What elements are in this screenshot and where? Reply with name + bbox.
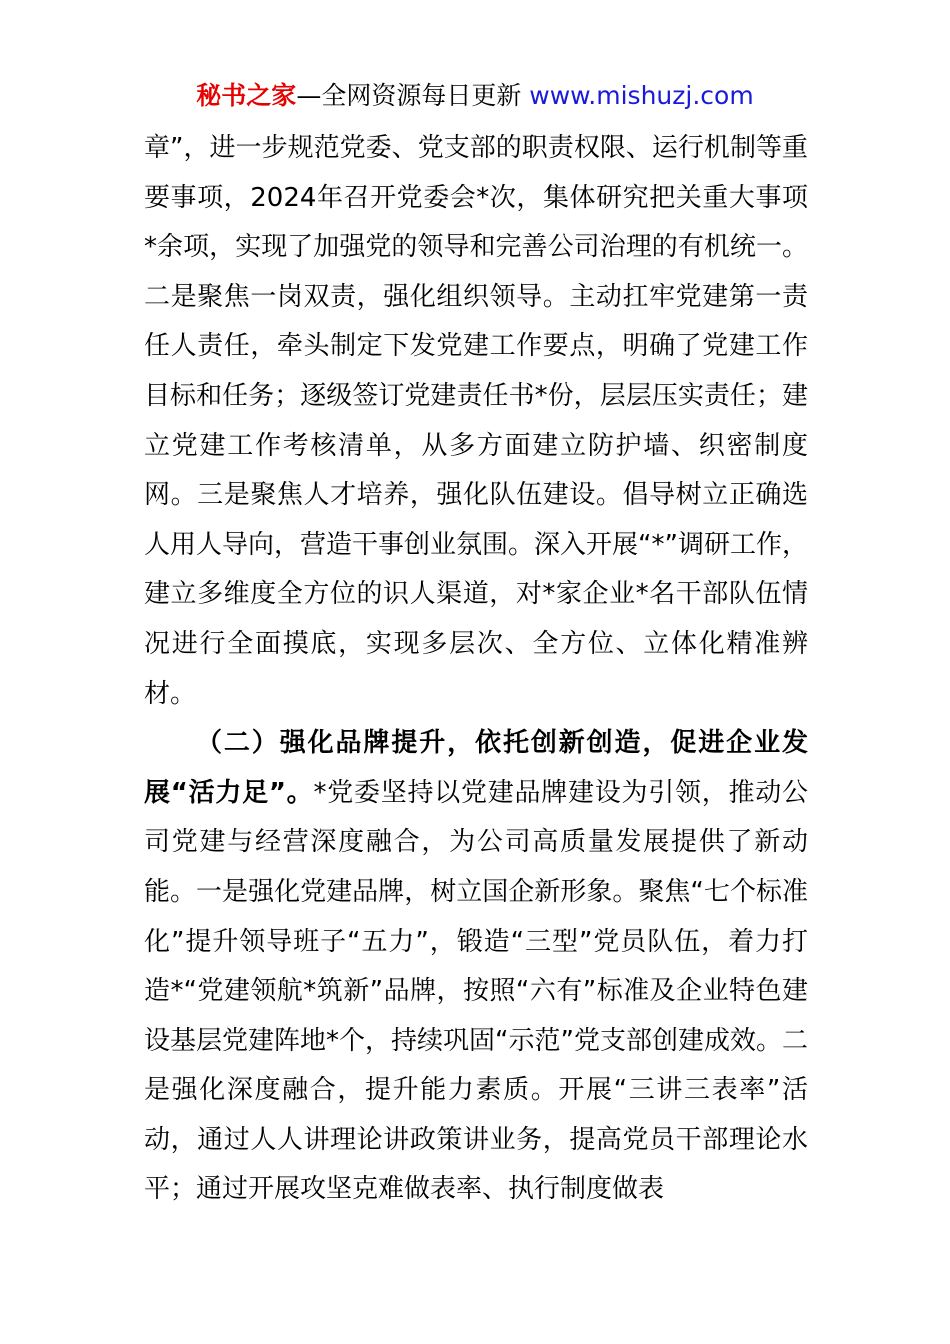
section-heading: （二）强化品牌提升，依托创新创造，促进企业发展“活力足”。	[144, 728, 808, 808]
brand-name: 秘书之家	[196, 81, 297, 110]
document-body	[144, 124, 808, 1215]
site-url-link[interactable]: www.mishuzj.com	[529, 81, 754, 110]
paragraph-continued	[144, 124, 808, 719]
header-tagline: —全网资源每日更新	[296, 81, 530, 110]
paragraph-text: 章”，进一步规范党委、党支部的职责权限、运行机制等重要事项，2024年召开党委会*次，集体研究把关重大事项*余项，实现了加强党的领导和完善公司治理的有机统一。二是聚焦一岗双责，强化组织领导。主动扛牢党建第一责任人责任，牵头制定下发党建工作要点，明确了党建工作目标和任务；逐级签订党建责任书*份，层层压实责任；建立党建工作考核清单，从多方面建立防护墙、织密制度网。三是聚焦人才培养，强化队伍建设。倡导树立正确选人用人导向，营造干事创业氛围。深入开展“*”调研工作，建立多维度全方位的识人渠道，对*家企业*名干部队伍情况进行全面摸底，实现多层次、全方位、立体化精准辨材。	[144, 133, 808, 709]
site-header	[0, 79, 950, 113]
paragraph-text: *党委坚持以党建品牌建设为引领，推动公司党建与经营深度融合，为公司高质量发展提供了新动能。一是强化党建品牌，树立国企新形象。聚焦“七个标准化”提升领导班子“五力”，锻造“三型”党员队伍，着力打造*“党建领航*筑新”品牌，按照“六有”标准及企业特色建设基层党建阵地*个，持续巩固“示范”党支部创建成效。二是强化深度融合，提升能力素质。开展“三讲三表率”活动，通过人人讲理论讲政策讲业务，提高党员干部理论水平；通过开展攻坚克难做表率、执行制度做表	[144, 777, 808, 1205]
paragraph-section-two	[144, 719, 808, 1215]
